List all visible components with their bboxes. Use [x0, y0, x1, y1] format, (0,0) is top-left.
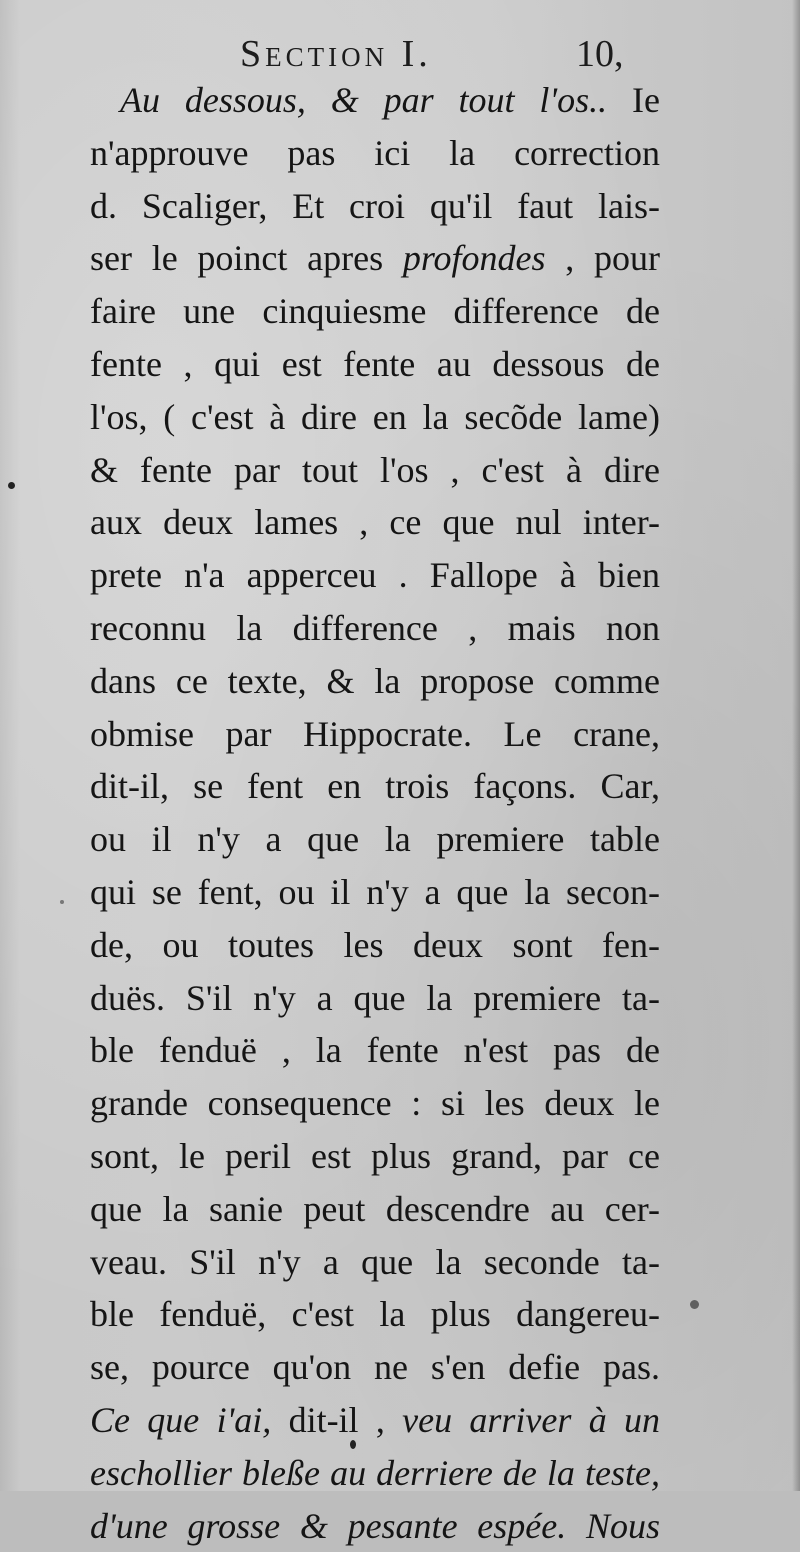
italic-text-segment: Nous — [585, 1505, 661, 1546]
text-segment: d. Scaliger, Et croi qu'il faut lais- — [90, 185, 660, 226]
text-line — [90, 1447, 660, 1500]
text-segment: sont, le peril est plus grand, par ce — [90, 1135, 660, 1176]
italic-text-segment: veu arriver à un — [402, 1399, 660, 1440]
italic-text-segment: eschollier bleße au derriere de la teste, — [90, 1452, 660, 1493]
running-head: Section I. — [240, 33, 432, 75]
text-line — [90, 655, 660, 708]
italic-text-segment: d'une grosse & pesante espée. — [90, 1505, 567, 1546]
text-line — [90, 1130, 660, 1183]
text-line — [90, 708, 660, 761]
text-line — [90, 1183, 660, 1236]
text-line — [90, 602, 660, 655]
text-line — [90, 496, 660, 549]
text-line — [90, 1077, 660, 1130]
text-line — [90, 549, 660, 602]
text-line — [90, 1394, 660, 1447]
text-segment: obmise par Hippocrate. Le crane, — [90, 713, 660, 754]
ink-speck — [8, 482, 15, 489]
text-segment: dans ce texte, & la propose comme — [90, 660, 660, 701]
text-line — [90, 760, 660, 813]
text-segment: ble fenduë, c'est la plus dangereu- — [90, 1294, 660, 1335]
text-line — [90, 866, 660, 919]
text-segment: dit-il, se fent en trois façons. Car, — [90, 766, 660, 807]
text-line — [90, 391, 660, 444]
text-segment: duës. S'il n'y a que la premiere ta- — [90, 977, 660, 1018]
italic-text-segment: Ce que i'ai, — [90, 1399, 272, 1440]
text-segment: ble fenduë , la fente n'est pas de — [90, 1030, 660, 1071]
text-segment: , pour — [545, 238, 660, 279]
text-line — [90, 338, 660, 391]
text-line — [90, 1024, 660, 1077]
text-line — [90, 1500, 660, 1552]
text-segment: grande consequence : si les deux le — [90, 1083, 660, 1124]
page-edge-shadow — [792, 0, 800, 1491]
text-segment: ser le poinct apres — [90, 238, 403, 279]
text-segment: & fente par tout l'os , c'est à dire — [90, 449, 660, 490]
text-segment: fente , qui est fente au dessous de — [90, 343, 660, 384]
text-segment — [566, 1506, 586, 1546]
text-line — [90, 972, 660, 1025]
text-segment: l'os, ( c'est à dire en la secõde lame) — [90, 396, 660, 437]
ink-speck — [60, 900, 64, 904]
text-segment: ou il n'y a que la premiere table — [90, 819, 660, 860]
text-line — [90, 1288, 660, 1341]
text-segment: prete n'a apperceu . Fallope à bien — [90, 555, 660, 596]
text-line — [90, 1341, 660, 1394]
text-segment: dit-il , — [271, 1399, 403, 1440]
page-number: 10, — [576, 33, 624, 75]
text-line — [90, 127, 660, 180]
text-line — [90, 180, 660, 233]
text-line — [90, 1236, 660, 1289]
text-line — [90, 232, 660, 285]
text-segment: reconnu la difference , mais non — [90, 607, 660, 648]
page-header — [0, 22, 800, 82]
text-line — [90, 285, 660, 338]
text-segment: se, pource qu'on ne s'en defie pas. — [90, 1347, 660, 1388]
text-segment: que la sanie peut descendre au cer- — [90, 1188, 660, 1229]
text-segment: Ie — [607, 80, 660, 120]
text-segment: faire une cinquiesme difference de — [90, 291, 660, 332]
text-line — [90, 919, 660, 972]
body-text — [90, 74, 660, 1552]
text-line — [90, 444, 660, 497]
italic-text-segment: profondes — [402, 238, 546, 279]
text-line — [90, 74, 660, 127]
ink-speck — [350, 1440, 356, 1449]
text-segment: aux deux lames , ce que nul inter- — [90, 502, 660, 543]
text-segment: qui se fent, ou il n'y a que la secon- — [90, 871, 660, 912]
text-line — [90, 813, 660, 866]
ink-speck — [690, 1300, 699, 1309]
text-segment: de, ou toutes les deux sont fen- — [90, 924, 660, 965]
text-segment: n'approuve pas ici la correction — [90, 132, 660, 173]
italic-text-segment: Au dessous, & par tout l'os.. — [120, 80, 608, 120]
text-segment: veau. S'il n'y a que la seconde ta- — [90, 1241, 660, 1282]
